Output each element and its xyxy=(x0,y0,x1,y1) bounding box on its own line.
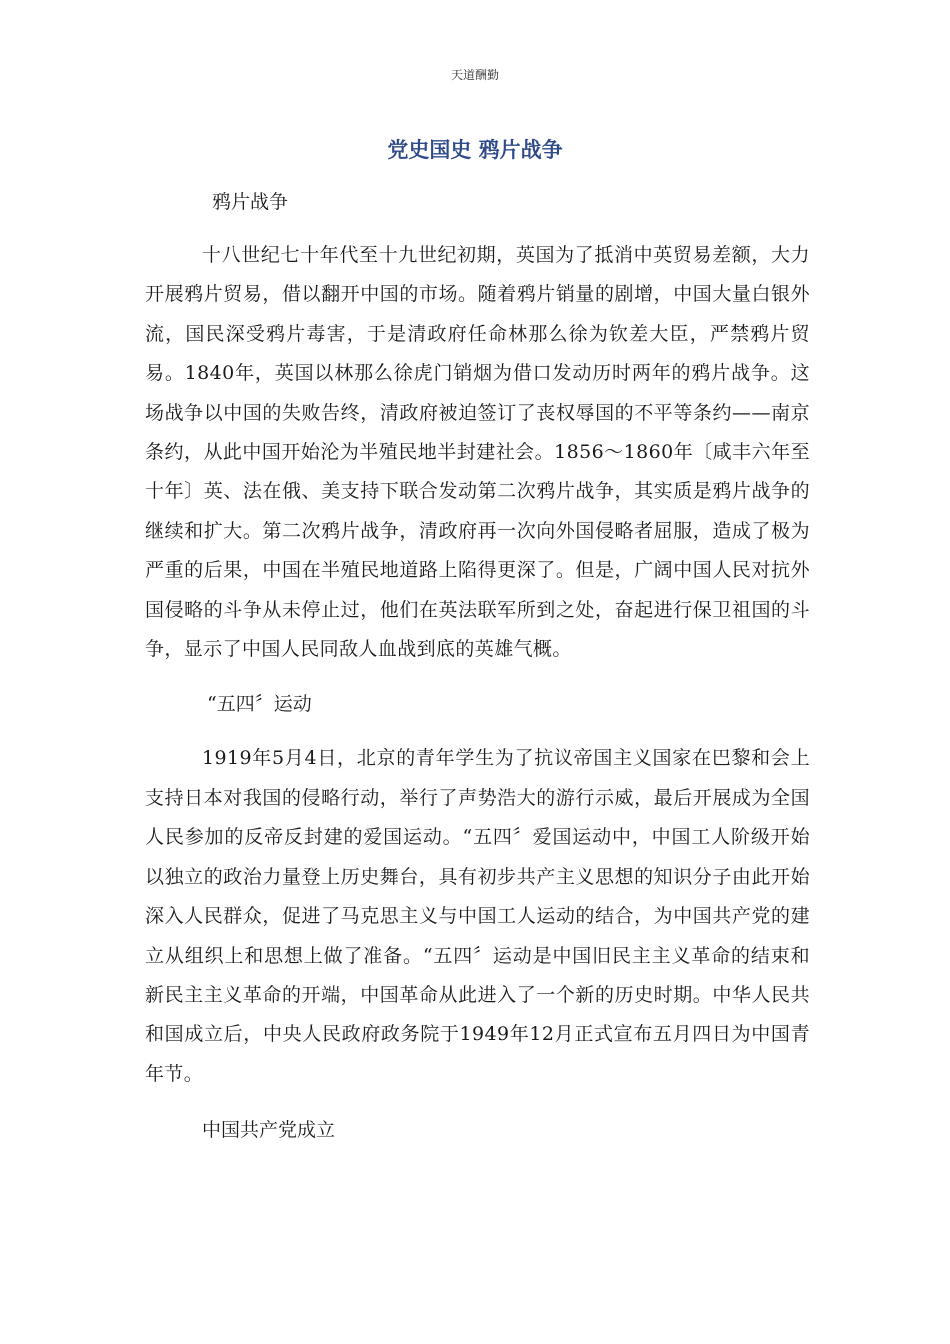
page-header: 天道酬勤 xyxy=(450,68,499,82)
section-paragraph-opium-war: 十八世纪七十年代至十九世纪初期，英国为了抵消中英贸易差额，大力开展鸦片贸易，借以翻开中国的市场。随着鸦片销量的剧增，中国大量白银外流，国民深受鸦片毒害，于是清政府任命林那么徐为钦差大臣，严禁鸦片贸易。1840年，英国以林那么徐虎门销烟为借口发动历时两年的鸦片战争。这场战争以中国的失败告终，清政府被迫签订了丧权辱国的不平等条约——南京条约，从此中国开始沦为半殖民地半封建社会。1856～1860年〔咸丰六年至十年〕英、法在俄、美支持下联合发动第二次鸦片战争，其实质是鸦片战争的继续和扩大。第二次鸦片战争，清政府再一次向外国侵略者屈服，造成了极为严重的后果，中国在半殖民地道路上陷得更深了。但是，广阔中国人民对抗外国侵略的斗争从未停止过，他们在英法联军所到之处，奋起进行保卫祖国的斗争，显示了中国人民同敌人血战到底的英雄气概。 xyxy=(145,244,810,661)
section-heading-cpc-founding: 中国共产党成立 xyxy=(202,1119,336,1142)
section-heading-opium-war: 鸦片战争 xyxy=(212,191,289,213)
section-paragraph-may-fourth: 1919年5月4日，北京的青年学生为了抗议帝国主义国家在巴黎和会上支持日本对我国的侵略行动，举行了声势浩大的游行示威，最后开展成为全国人民参加的反帝反封建的爱国运动。“五四〞爱国运动中，中国工人阶级开始以独立的政治力量登上历史舞台，具有初步共产主义思想的知识分子由此开始深入人民群众，促进了马克思主义与中国工人运动的结合，为中国共产党的建立从组织上和思想上做了准备。“五四〞运动是中国旧民主主义革命的结束和新民主主义革命的开端，中国革命从此进入了一个新的历史时期。中华人民共和国成立后，中央人民政府政务院于1949年12月正式宣布五月四日为中国青年节。 xyxy=(145,747,810,1085)
section-heading-may-fourth: “五四〞运动 xyxy=(207,693,312,716)
document-body xyxy=(145,184,810,1148)
document-title: 党史国史 鸦片战争 xyxy=(387,138,563,162)
